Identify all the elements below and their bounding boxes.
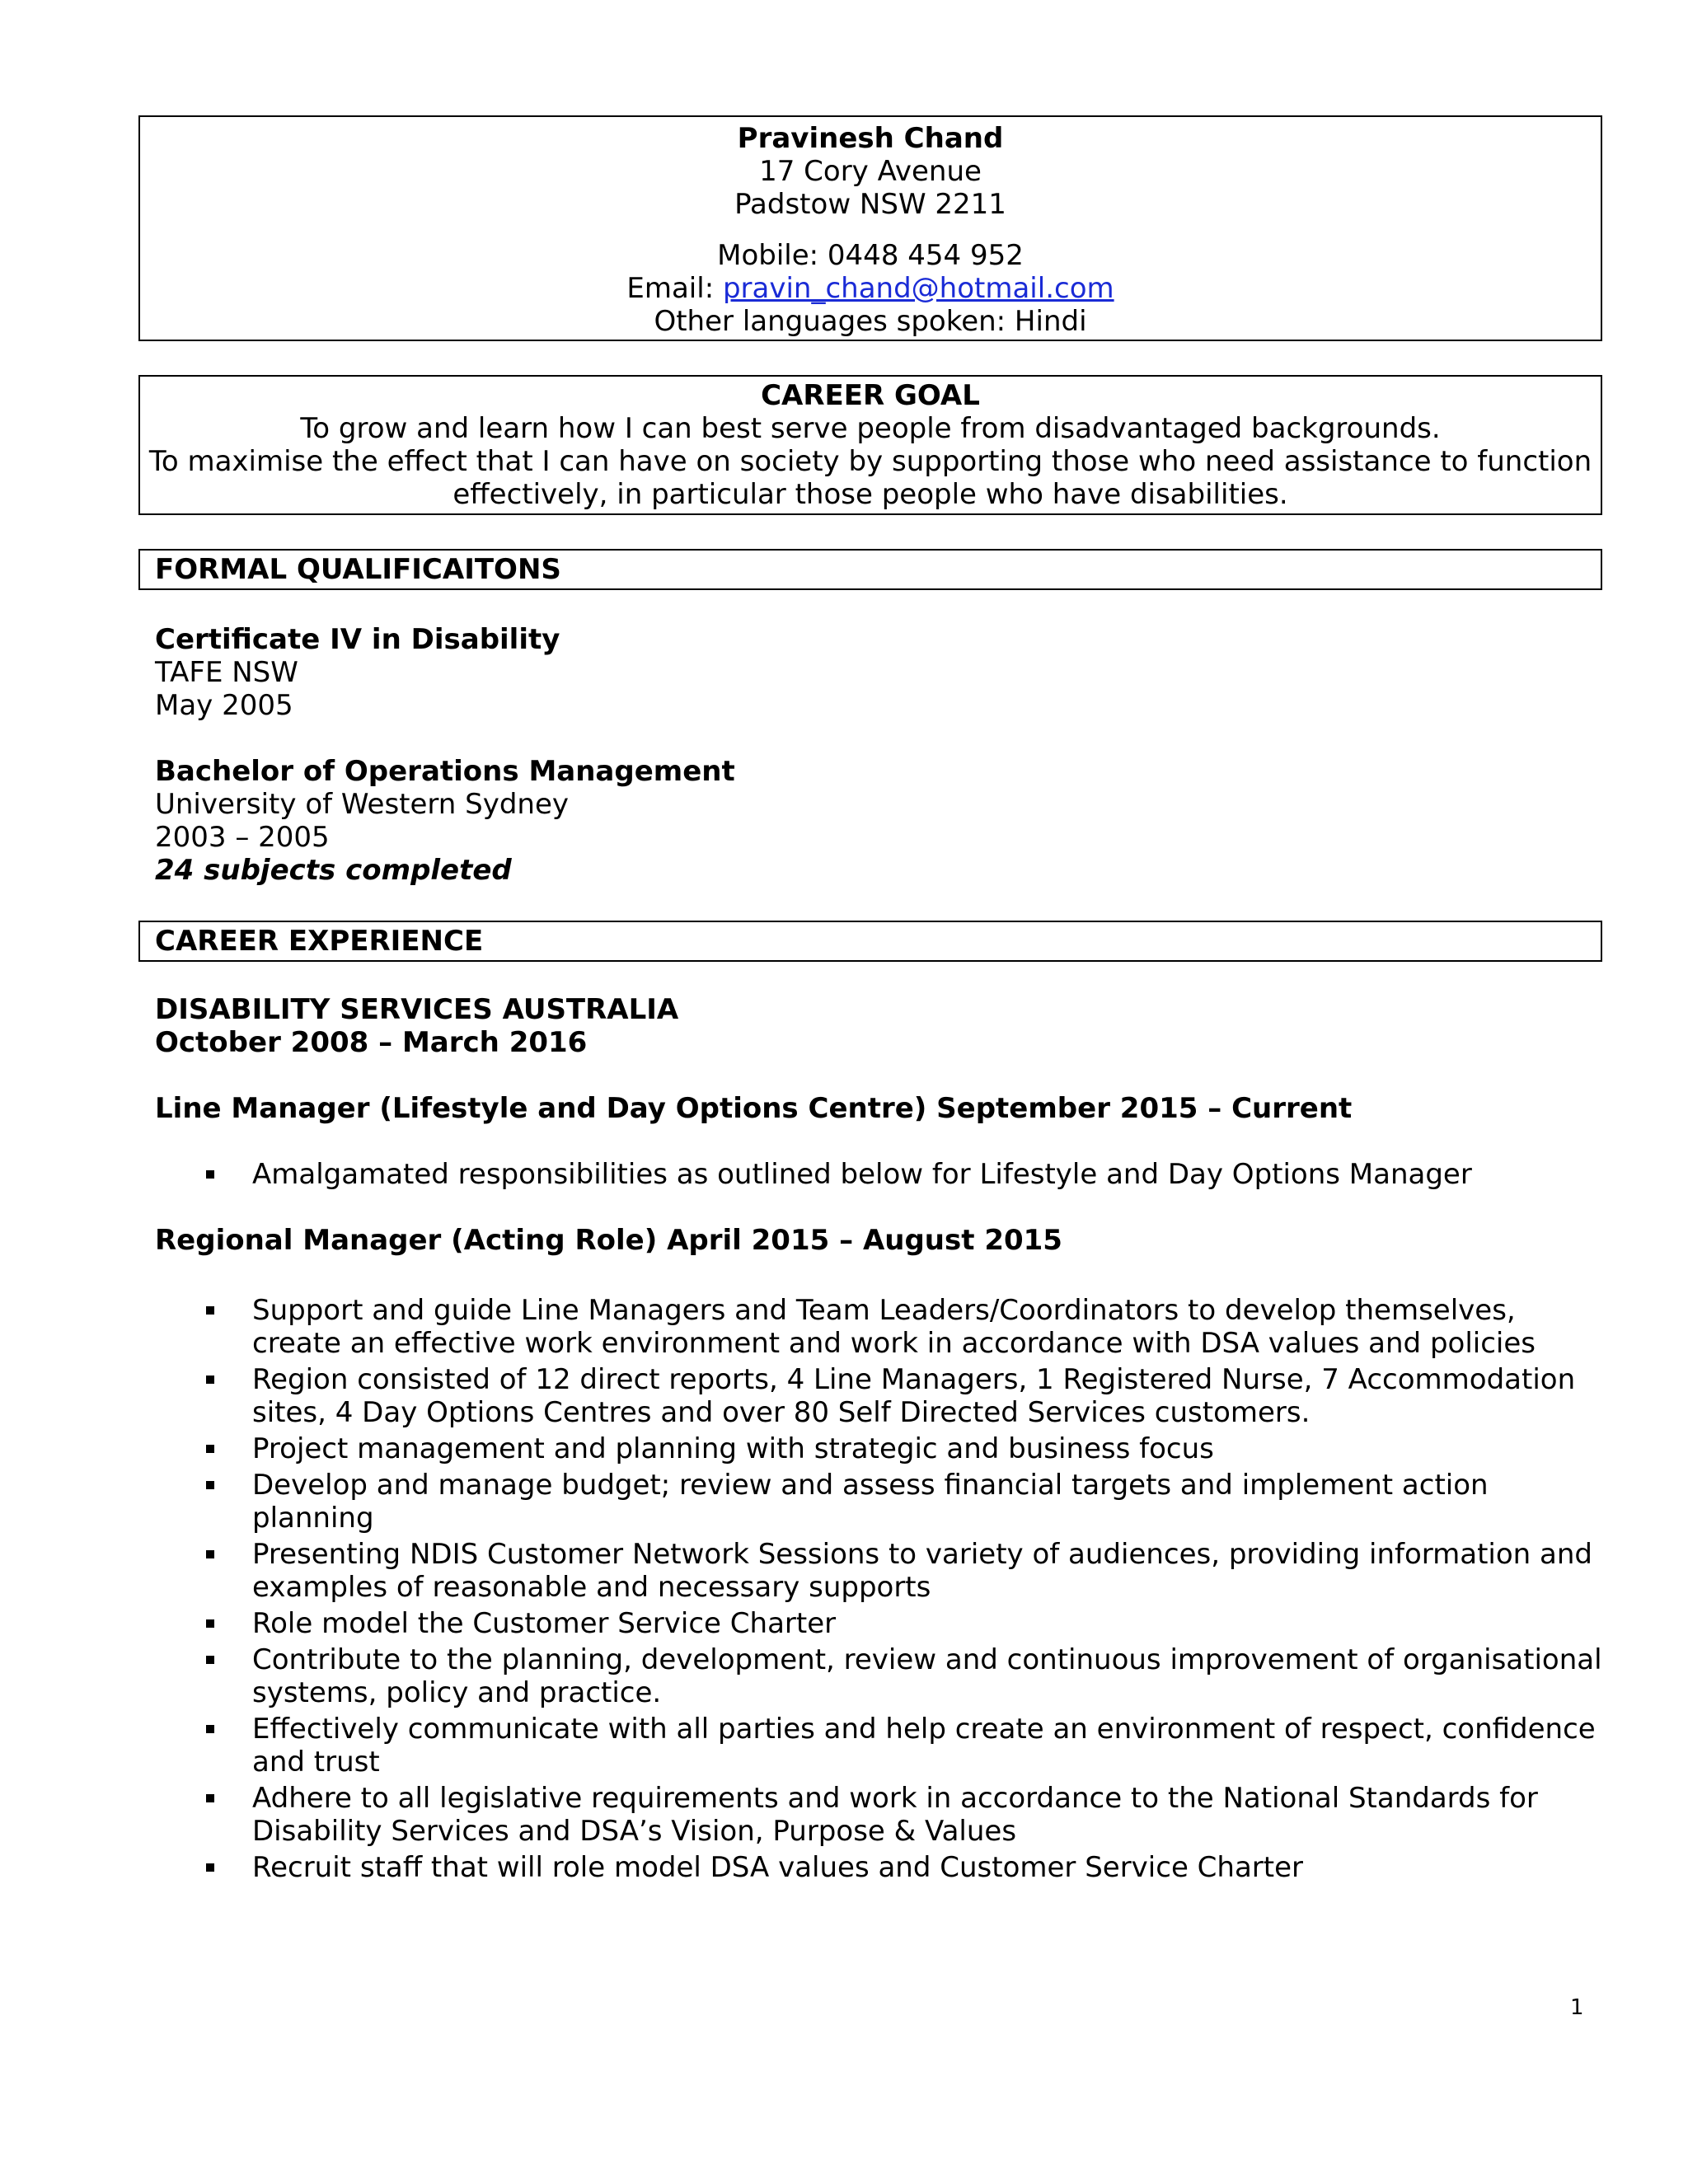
page-number: 1: [1570, 1995, 1584, 2020]
bullet-text: Amalgamated responsibilities as outlined below for Lifestyle and Day Options Manager: [252, 1158, 1472, 1191]
role-bullets: [155, 1158, 1606, 1194]
bullet-text: Support and guide Line Managers and Team Leaders/Coordinators to develop themselves, create an effective work environment and work in accordance with DSA values and policies: [252, 1294, 1536, 1360]
bullet-icon: [206, 1481, 214, 1489]
list-item: [155, 1607, 1606, 1640]
experience-heading-box: [138, 921, 1602, 962]
employer-name: DISABILITY SERVICES AUSTRALIA: [155, 993, 679, 1026]
bullet-icon: [206, 1656, 214, 1664]
bullet-icon: [206, 1376, 214, 1384]
list-item: [155, 1538, 1606, 1604]
bullet-icon: [206, 1863, 214, 1872]
list-item: [155, 1363, 1606, 1429]
list-item: [155, 1643, 1606, 1709]
bullet-text: Project management and planning with strategic and business focus: [252, 1432, 1214, 1465]
list-item: [155, 1782, 1606, 1848]
qualifications-heading-box: [138, 549, 1602, 590]
qualification-date: May 2005: [155, 689, 293, 722]
career-goal-box: [138, 375, 1602, 515]
career-goal-line-1: To grow and learn how I can best serve people from disadvantaged backgrounds.: [300, 412, 1441, 445]
email-link[interactable]: pravin_chand@hotmail.com: [722, 272, 1114, 305]
bullet-text: Role model the Customer Service Charter: [252, 1607, 837, 1640]
bullet-text: Contribute to the planning, development, review and continuous improvement of organisational systems, policy and practice.: [252, 1643, 1602, 1709]
list-item: [155, 1158, 1606, 1191]
bullet-icon: [206, 1445, 214, 1453]
languages: Other languages spoken: Hindi: [654, 305, 1087, 338]
bullet-icon: [206, 1794, 214, 1802]
bullet-text: Develop and manage budget; review and assess financial targets and implement action planning: [252, 1469, 1489, 1535]
qualification-title: Certificate IV in Disability: [155, 623, 560, 656]
bullet-icon: [206, 1619, 214, 1628]
career-goal-heading: CAREER GOAL: [761, 379, 980, 412]
candidate-name: Pravinesh Chand: [737, 122, 1004, 155]
address-line-1: 17 Cory Avenue: [759, 155, 982, 188]
career-goal-line-2: To maximise the effect that I can have on society by supporting those who need assistance to function: [148, 445, 1592, 478]
role-title: Regional Manager (Acting Role) April 2015 – August 2015: [155, 1224, 1062, 1257]
list-item: [155, 1851, 1606, 1884]
qualification-institution: TAFE NSW: [155, 656, 298, 689]
list-item: [155, 1432, 1606, 1465]
bullet-icon: [206, 1170, 214, 1179]
bullet-text: Effectively communicate with all parties and help create an environment of respect, confidence and trust: [252, 1713, 1596, 1779]
qualification-title: Bachelor of Operations Management: [155, 755, 735, 788]
list-item: [155, 1294, 1606, 1360]
bullet-icon: [206, 1550, 214, 1558]
bullet-text: Region consisted of 12 direct reports, 4 Line Managers, 1 Registered Nurse, 7 Accommodation sites, 4 Day Options Centres and over 80 Self Directed Services customers.: [252, 1363, 1576, 1429]
qualifications-heading: FORMAL QUALIFICAITONS: [155, 553, 561, 586]
bullet-text: Presenting NDIS Customer Network Sessions to variety of audiences, providing information and examples of reasonable and necessary supports: [252, 1538, 1593, 1604]
qualification-date: 2003 – 2005: [155, 821, 330, 854]
email-line: [140, 272, 1601, 305]
bullet-icon: [206, 1725, 214, 1733]
address-line-2: Padstow NSW 2211: [734, 188, 1006, 221]
contact-box: [138, 115, 1602, 341]
list-item: [155, 1713, 1606, 1779]
employment-period: October 2008 – March 2016: [155, 1026, 588, 1059]
list-item: [155, 1469, 1606, 1535]
career-goal-line-3: effectively, in particular those people who have disabilities.: [452, 478, 1288, 511]
qualification-note: 24 subjects completed: [155, 854, 512, 887]
bullet-text: Adhere to all legislative requirements and work in accordance to the National Standards for Disability Services and DSA’s Vision, Purpose & Values: [252, 1782, 1538, 1848]
bullet-text: Recruit staff that will role model DSA values and Customer Service Charter: [252, 1851, 1303, 1884]
role-bullets: [155, 1294, 1606, 1887]
qualification-institution: University of Western Sydney: [155, 788, 570, 821]
email-label: Email:: [626, 272, 723, 305]
experience-heading: CAREER EXPERIENCE: [155, 925, 484, 958]
bullet-icon: [206, 1306, 214, 1315]
role-title: Line Manager (Lifestyle and Day Options Centre) September 2015 – Current: [155, 1092, 1353, 1125]
mobile: Mobile: 0448 454 952: [717, 239, 1024, 272]
